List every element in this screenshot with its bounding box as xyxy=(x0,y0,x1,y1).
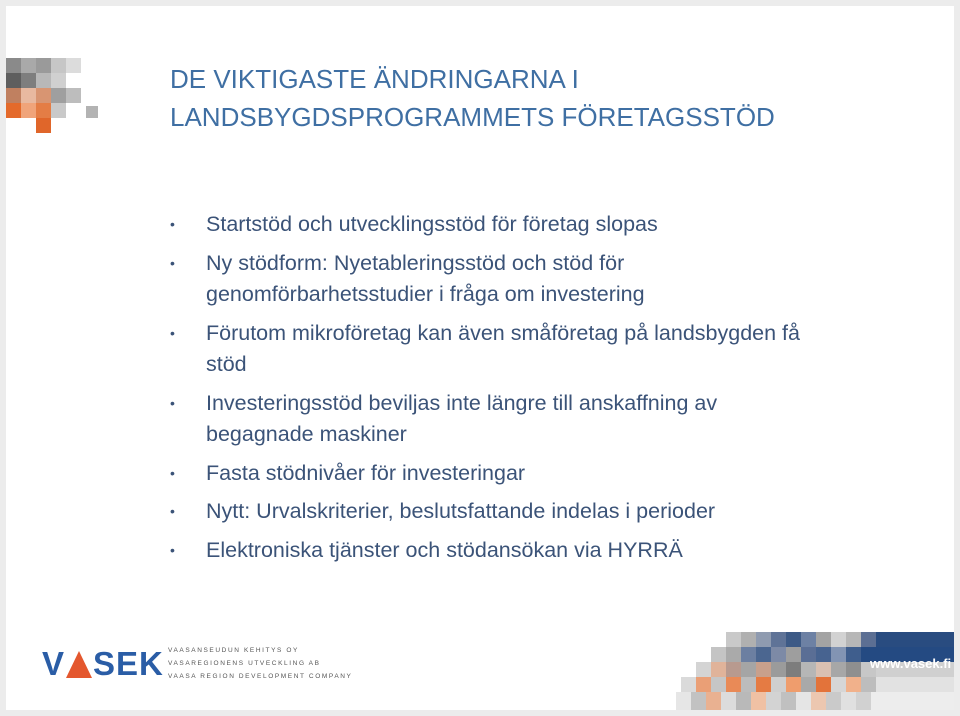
bullet-dot-icon: • xyxy=(170,503,175,519)
bullet-item: • Nytt: Urvalskriterier, beslutsfattande indelas i perioder xyxy=(170,496,890,528)
company-names: VAASANSEUDUN KEHITYS OY VASAREGIONENS UTVECKLING AB VAASA REGION DEVELOPMENT COMPANY xyxy=(168,647,353,680)
bullet-item: • Ny stödform: Nyetableringsstöd och stöd för genomförbarhetsstudier i fråga om investering xyxy=(170,248,890,311)
website-url: www.vasek.fi xyxy=(870,656,952,671)
bullet-item: • Elektroniska tjänster och stödansökan via HYRRÄ xyxy=(170,535,890,567)
title-line-1: DE VIKTIGASTE ÄNDRINGARNA I xyxy=(170,64,579,94)
bullet-dot-icon: • xyxy=(170,324,175,341)
title-line-2: LANDSBYGDSPROGRAMMETS FÖRETAGSSTÖD xyxy=(170,102,775,132)
bullet-dot-icon: • xyxy=(170,216,175,232)
bullet-dot-icon: • xyxy=(170,541,175,558)
vasek-logo xyxy=(42,645,353,682)
bullet-dot-icon: • xyxy=(170,254,175,271)
slide xyxy=(6,6,954,710)
logo-wordmark: V SEK xyxy=(42,645,164,682)
slide-title xyxy=(170,60,870,136)
bullet-dot-icon: • xyxy=(170,394,175,411)
bullet-item: • Fasta stödnivåer för investeringar xyxy=(170,458,890,490)
bullet-dot-icon: • xyxy=(170,464,175,481)
logo-triangle-icon xyxy=(66,651,92,678)
bullet-item: • Startstöd och utvecklingsstöd för företag slopas xyxy=(170,209,890,241)
bullet-item: • Förutom mikroföretag kan även småföretag på landsbygden få stöd xyxy=(170,318,890,381)
bullet-item: • Investeringsstöd beviljas inte längre till anskaffning av begagnade maskiner xyxy=(170,388,890,451)
bullet-list xyxy=(170,209,890,573)
